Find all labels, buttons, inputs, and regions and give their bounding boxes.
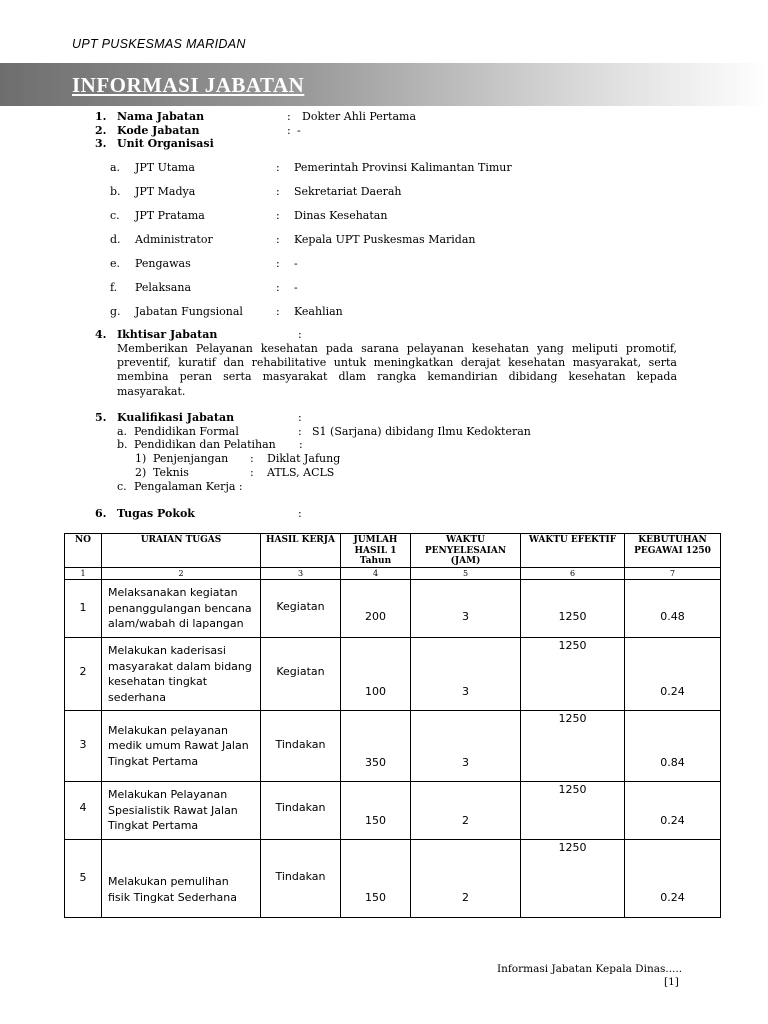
- row-waktu: 3: [462, 610, 469, 623]
- unit-row-label: Pengawas: [135, 257, 191, 270]
- row-efektif: 1250: [558, 783, 587, 796]
- row-no: 3: [79, 738, 87, 751]
- organization-name: UPT PUSKESMAS MARIDAN: [72, 37, 246, 51]
- item-2-number: 2.: [95, 124, 107, 137]
- item-4-colon: :: [298, 328, 302, 341]
- item-3-number: 3.: [95, 137, 107, 150]
- row-hasil-kerja: Kegiatan: [276, 600, 325, 613]
- penjenjangan-value: Diklat Jafung: [267, 452, 341, 465]
- item-4-number: 4.: [95, 328, 107, 341]
- teknis-value: ATLS, ACLS: [267, 466, 335, 479]
- column-number: 4: [341, 568, 411, 580]
- row-kebutuhan: 0.24: [660, 685, 685, 698]
- table-header-row: [65, 534, 721, 568]
- page-title: INFORMASI JABATAN: [72, 73, 305, 97]
- unit-row-letter: f.: [110, 281, 118, 294]
- item-4-label: Ikhtisar Jabatan: [117, 328, 218, 341]
- row-kebutuhan: 0.84: [660, 756, 685, 769]
- row-efektif: 1250: [558, 841, 587, 854]
- row-waktu: 2: [462, 814, 469, 827]
- header-waktu-efektif: WAKTU EFEKTIF: [521, 534, 625, 568]
- unit-row-value: Sekretariat Daerah: [294, 185, 402, 198]
- tugas-pokok-table: [64, 533, 721, 918]
- column-number-row: [65, 568, 721, 580]
- unit-row-value: Dinas Kesehatan: [294, 209, 388, 222]
- pengalaman-label: Pengalaman Kerja :: [134, 480, 243, 493]
- unit-row-colon: :: [276, 161, 280, 174]
- row-kebutuhan: 0.48: [660, 610, 685, 623]
- table-row: [65, 840, 721, 918]
- unit-row-value: -: [294, 281, 298, 294]
- row-uraian: Melakukan kaderisasi masyarakat dalam bidang kesehatan tingkat sederhana: [108, 644, 252, 704]
- column-number: 7: [625, 568, 721, 580]
- row-no: 5: [79, 871, 87, 884]
- item-6-colon: :: [298, 507, 302, 520]
- unit-row-value: -: [294, 257, 298, 270]
- unit-row-letter: b.: [110, 185, 121, 198]
- ikhtisar-description: Memberikan Pelayanan kesehatan pada sarana pelayanan kesehatan yang meliputi promotif, preventif, kuratif dan rehabilitative untuk meningkatkan derajat kesehatan masyarakat, serta membina peran serta masyarakat dlam rangka kemandirian dibidang kesehatan kepada masyarakat.: [117, 342, 677, 398]
- pendidikan-formal-value: S1 (Sarjana) dibidang Ilmu Kedokteran: [312, 425, 531, 438]
- unit-row-colon: :: [276, 305, 280, 318]
- row-hasil-kerja: Kegiatan: [276, 665, 325, 678]
- pendidikan-formal-letter: a.: [117, 425, 128, 438]
- row-kebutuhan: 0.24: [660, 891, 685, 904]
- pendidikan-formal-colon: :: [298, 425, 302, 438]
- row-jumlah: 100: [365, 685, 386, 698]
- column-number: 6: [521, 568, 625, 580]
- header-kebutuhan-pegawai: KEBUTUHAN PEGAWAI 1250: [625, 534, 721, 568]
- header-waktu-penyelesaian: WAKTU PENYELESAIAN (JAM): [411, 534, 521, 568]
- unit-row-label: Jabatan Fungsional: [135, 305, 243, 318]
- row-hasil-kerja: Tindakan: [275, 801, 326, 814]
- row-jumlah: 350: [365, 756, 386, 769]
- unit-row-letter: d.: [110, 233, 121, 246]
- unit-row-letter: e.: [110, 257, 121, 270]
- item-5-number: 5.: [95, 411, 107, 424]
- header-no: NO: [65, 534, 102, 568]
- unit-row-label: JPT Utama: [135, 161, 195, 174]
- item-2-value: -: [297, 124, 301, 137]
- pengalaman-letter: c.: [117, 480, 127, 493]
- table-row: [65, 782, 721, 840]
- row-uraian: Melakukan pelayanan medik umum Rawat Jalan Tingkat Pertama: [108, 723, 249, 768]
- item-1-colon: :: [287, 110, 291, 123]
- unit-row-colon: :: [276, 257, 280, 270]
- row-hasil-kerja: Tindakan: [275, 870, 326, 883]
- row-no: 2: [79, 665, 87, 678]
- header-uraian-tugas: URAIAN TUGAS: [102, 534, 261, 568]
- row-jumlah: 150: [365, 814, 386, 827]
- unit-row-colon: :: [276, 233, 280, 246]
- row-efektif: 1250: [558, 712, 587, 725]
- row-jumlah: 150: [365, 891, 386, 904]
- column-number: 1: [65, 568, 102, 580]
- item-5-colon: :: [298, 411, 302, 424]
- unit-row-value: Pemerintah Provinsi Kalimantan Timur: [294, 161, 512, 174]
- table-row: [65, 711, 721, 782]
- unit-row-value: Keahlian: [294, 305, 343, 318]
- header-jumlah-hasil: JUMLAH HASIL 1 Tahun: [341, 534, 411, 568]
- unit-row-label: Pelaksana: [135, 281, 192, 294]
- row-jumlah: 200: [365, 610, 386, 623]
- column-number: 3: [261, 568, 341, 580]
- row-no: 1: [79, 601, 87, 614]
- row-waktu: 3: [462, 756, 469, 769]
- unit-row-colon: :: [276, 185, 280, 198]
- item-2-label: Kode Jabatan: [117, 124, 200, 137]
- unit-row-label: JPT Madya: [135, 185, 196, 198]
- row-uraian: Melakukan Pelayanan Spesialistik Rawat Jalan Tingkat Pertama: [108, 788, 238, 833]
- item-1-label: Nama Jabatan: [117, 110, 205, 123]
- teknis-colon: :: [250, 466, 254, 479]
- footer-title: Informasi Jabatan Kepala Dinas.....: [497, 963, 683, 975]
- item-6-label: Tugas Pokok: [117, 507, 195, 520]
- item-1-value: Dokter Ahli Pertama: [302, 110, 416, 123]
- header-hasil-kerja: HASIL KERJA: [261, 534, 341, 568]
- pelatihan-label: Pendidikan dan Pelatihan: [134, 438, 276, 451]
- row-waktu: 2: [462, 891, 469, 904]
- row-efektif: 1250: [558, 610, 587, 623]
- unit-row-letter: a.: [110, 161, 121, 174]
- item-5-label: Kualifikasi Jabatan: [117, 411, 235, 424]
- penjenjangan-label: Penjenjangan: [153, 452, 229, 465]
- unit-row-value: Kepala UPT Puskesmas Maridan: [294, 233, 476, 246]
- row-efektif: 1250: [558, 639, 587, 652]
- unit-row-label: Administrator: [135, 233, 213, 246]
- unit-row-label: JPT Pratama: [135, 209, 205, 222]
- pendidikan-formal-label: Pendidikan Formal: [134, 425, 239, 438]
- pelatihan-colon: :: [299, 438, 303, 451]
- column-number: 2: [102, 568, 261, 580]
- pelatihan-letter: b.: [117, 438, 128, 451]
- page-number: [1]: [664, 976, 679, 988]
- penjenjangan-colon: :: [250, 452, 254, 465]
- teknis-label: Teknis: [153, 466, 189, 479]
- table-row: [65, 638, 721, 711]
- penjenjangan-number: 1): [135, 452, 147, 465]
- item-6-number: 6.: [95, 507, 107, 520]
- unit-row-colon: :: [276, 281, 280, 294]
- row-waktu: 3: [462, 685, 469, 698]
- row-hasil-kerja: Tindakan: [275, 738, 326, 751]
- item-1-number: 1.: [95, 110, 107, 123]
- item-2-colon: :: [287, 124, 291, 137]
- item-3-label: Unit Organisasi: [117, 137, 214, 150]
- unit-row-letter: g.: [110, 305, 121, 318]
- unit-row-colon: :: [276, 209, 280, 222]
- table-row: [65, 580, 721, 638]
- row-uraian: Melakukan pemulihan fisik Tingkat Sederhana: [108, 875, 237, 904]
- unit-row-letter: c.: [110, 209, 120, 222]
- row-uraian: Melaksanakan kegiatan penanggulangan bencana alam/wabah di lapangan: [108, 586, 252, 631]
- column-number: 5: [411, 568, 521, 580]
- row-kebutuhan: 0.24: [660, 814, 685, 827]
- teknis-number: 2): [135, 466, 147, 479]
- row-no: 4: [79, 801, 87, 814]
